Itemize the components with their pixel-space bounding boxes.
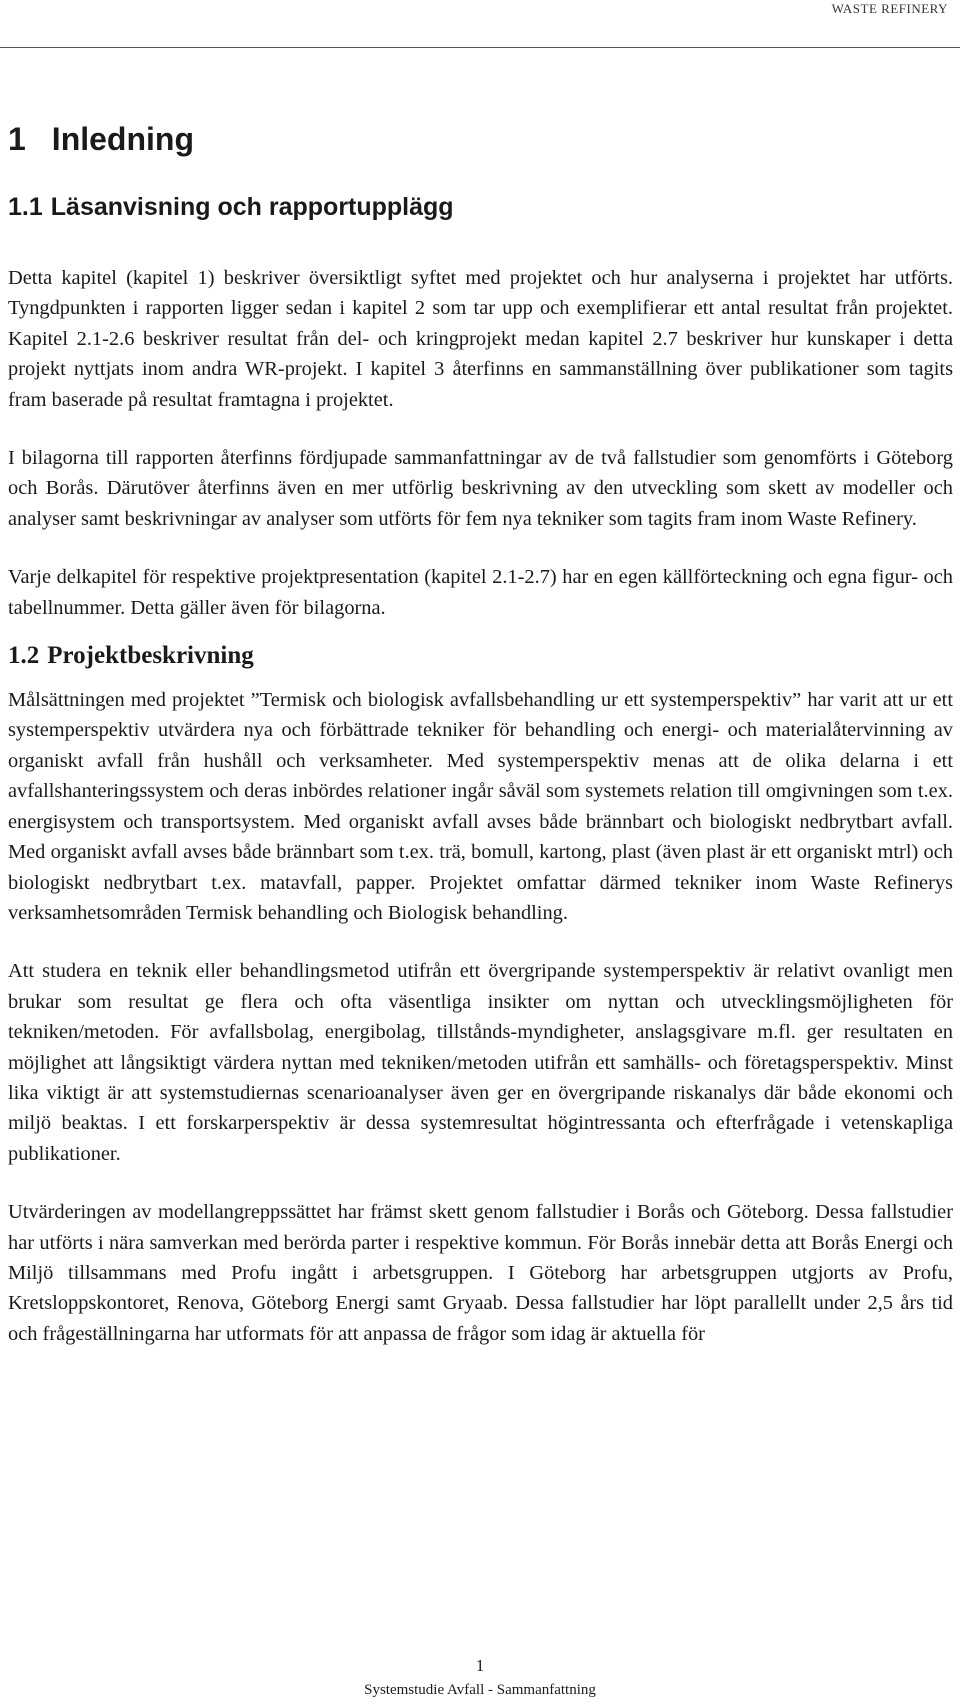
header-divider: [0, 47, 960, 48]
running-header: WASTE REFINERY: [831, 1, 948, 16]
page-number: 1: [475, 1656, 485, 1675]
running-footer: Systemstudie Avfall - Sammanfattning: [364, 1682, 596, 1698]
section-title: Projektbeskrivning: [47, 642, 254, 670]
section-heading-1-1: [8, 190, 953, 224]
body-paragraph: Varje delkapitel för respektive projektpresentation (kapitel 2.1-2.7) har en egen källförteckning och egna figur- och tabellnummer. Detta gäller även för bilagorna.: [8, 566, 953, 619]
section-heading-1-2: [8, 639, 953, 673]
body-paragraph: Utvärderingen av modellangreppssättet har främst skett genom fallstudier i Borås och Göteborg. Dessa fallstudier har utförts i nära samverkan med berörda parter i respektive kommun. För Borås innebär detta att Borås Energi och Miljö tillsammans med Profu ingått i arbetsgruppen. I Göteborg har arbetsgruppen utgjorts av Profu, Kretsloppskontoret, Renova, Göteborg Energi samt Gryaab. Dessa fallstudier har löpt parallellt under 2,5 års tid och frågeställningarna har utformats för att anpassa de frågor som idag är aktuella för: [8, 1201, 953, 1345]
body-paragraph: Att studera en teknik eller behandlingsmetod utifrån ett övergripande systemperspektiv är relativt ovanligt men brukar som resultat ge flera och ofta väsentliga insikter om nyttan och utvecklingsmöjligheten för tekniken/metoden. För avfallsbolag, energibolag, tillstånds-myndigheter, anslagsgivare m.fl. ger resultaten en möjlighet att långsiktigt värdera nyttan med tekniken/metoden utifrån ett samhälls- och företagsperspektiv. Minst lika viktigt är att systemstudiernas scenarioanalyser även ger en övergripande riskanalys där både ekonomi och miljö beaktas. I ett forskarperspektiv är dessa systemresultat högintressanta och efterfrågade i vetenskapliga publikationer.: [8, 960, 953, 1165]
section-number: 1.1: [8, 193, 43, 221]
chapter-number: 1: [8, 121, 26, 157]
section-title: Läsanvisning och rapportupplägg: [50, 193, 454, 221]
body-paragraph: Detta kapitel (kapitel 1) beskriver översiktligt syftet med projektet och hur analyserna i projektet har utförts. Tyngdpunkten i rapporten ligger sedan i kapitel 2 som tar upp och exemplifierar ett antal resultat från projektet. Kapitel 2.1-2.6 beskriver resultat från del- och kringprojekt medan kapitel 2.7 beskriver hur kunskaper i detta projekt nyttjats inom andra WR-projekt. I kapitel 3 återfinns en sammanställning över publikationer som tagits fram baserade på resultat framtagna i projektet.: [8, 267, 953, 411]
page-content: [8, 118, 953, 1349]
body-paragraph: I bilagorna till rapporten återfinns fördjupade sammanfattningar av de två fallstudier som genomförts i Göteborg och Borås. Därutöver återfinns även en mer utförlig beskrivning av den utveckling som skett av modeller och analyser samt beskrivningar av analyser som utförts för fem nya tekniker som tagits fram inom Waste Refinery.: [8, 447, 953, 530]
chapter-title: Inledning: [51, 121, 194, 157]
section-number: 1.2: [8, 642, 40, 670]
body-paragraph: Målsättningen med projektet ”Termisk och biologisk avfallsbehandling ur ett systemperspektiv” har varit att ur ett systemperspektiv utvärdera nya och förbättrade tekniker för behandling och energi- och materialåtervinning av organiskt avfall från hushåll och verksamheter. Med systemperspektiv menas att de olika delarna i ett avfallshanteringssystem och deras inbördes relationer ingår såväl som systemets relation till omgivningen som t.ex. energisystem och transportsystem. Med organiskt avfall avses både brännbart och biologiskt nedbrytbart avfall. Med organiskt avfall avses både brännbart som t.ex. trä, bomull, kartong, plast (även plast är ett organiskt mtrl) och biologiskt nedbrytbart t.ex. matavfall, papper. Projektet omfattar därmed tekniker inom Waste Refinerys verksamhetsområden Termisk behandling och Biologisk behandling.: [8, 689, 953, 924]
chapter-heading: [8, 118, 953, 160]
